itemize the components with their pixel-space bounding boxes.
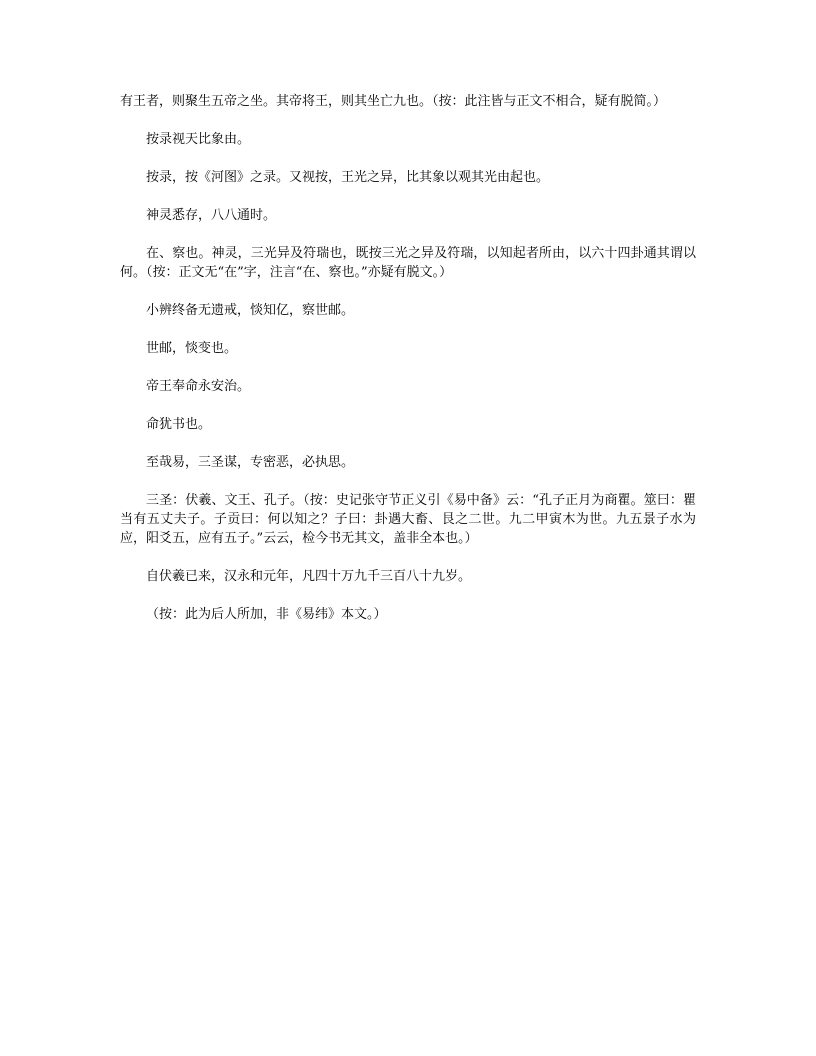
paragraph-13: （按：此为后人所加，非《易纬》本文。） xyxy=(146,607,387,622)
paragraph-8: 帝王奉命永安治。 xyxy=(146,379,251,394)
paragraph-1: 有王者，则聚生五帝之坐。其帝将王，则其坐亡九也。（按：此注皆与正文不相合，疑有脱简。） xyxy=(120,94,667,109)
paragraph-7: 世邮，惔变也。 xyxy=(146,341,238,356)
paragraph-11: 三圣：伏羲、文王、孔子。（按：史记张守节正义引《易中备》云：“孔子正月为商瞿。筮曰：瞿当有五丈夫子。子贡曰：何以知之？子曰：卦遇大畜、艮之二世。九二甲寅木为世。九五景子水为应，阳爻五，应有五子。”云云，检今书无其文，盖非全本也。） xyxy=(120,493,696,546)
document-page xyxy=(120,92,696,643)
paragraph-10: 至哉易，三圣谋，专密恶，必执思。 xyxy=(146,455,355,470)
paragraph-2: 按录视天比象由。 xyxy=(146,132,251,147)
paragraph-3: 按录，按《河图》之录。又视按，王光之异，比其象以观其光由起也。 xyxy=(146,170,550,185)
paragraph-6: 小辨终备无遗戒，惔知亿，察世邮。 xyxy=(146,303,355,318)
paragraph-5: 在、察也。神灵，三光异及符瑞也，既按三光之异及符瑞，以知起者所由，以六十四卦通其谓以何。（按：正文无“在”字，注言“在、察也。”亦疑有脱文。） xyxy=(120,246,696,280)
paragraph-4: 神灵悉存，八八通时。 xyxy=(146,208,277,223)
paragraph-12: 自伏羲已来，汉永和元年，凡四十万九千三百八十九岁。 xyxy=(146,569,472,584)
paragraph-9: 命犹书也。 xyxy=(146,417,212,432)
